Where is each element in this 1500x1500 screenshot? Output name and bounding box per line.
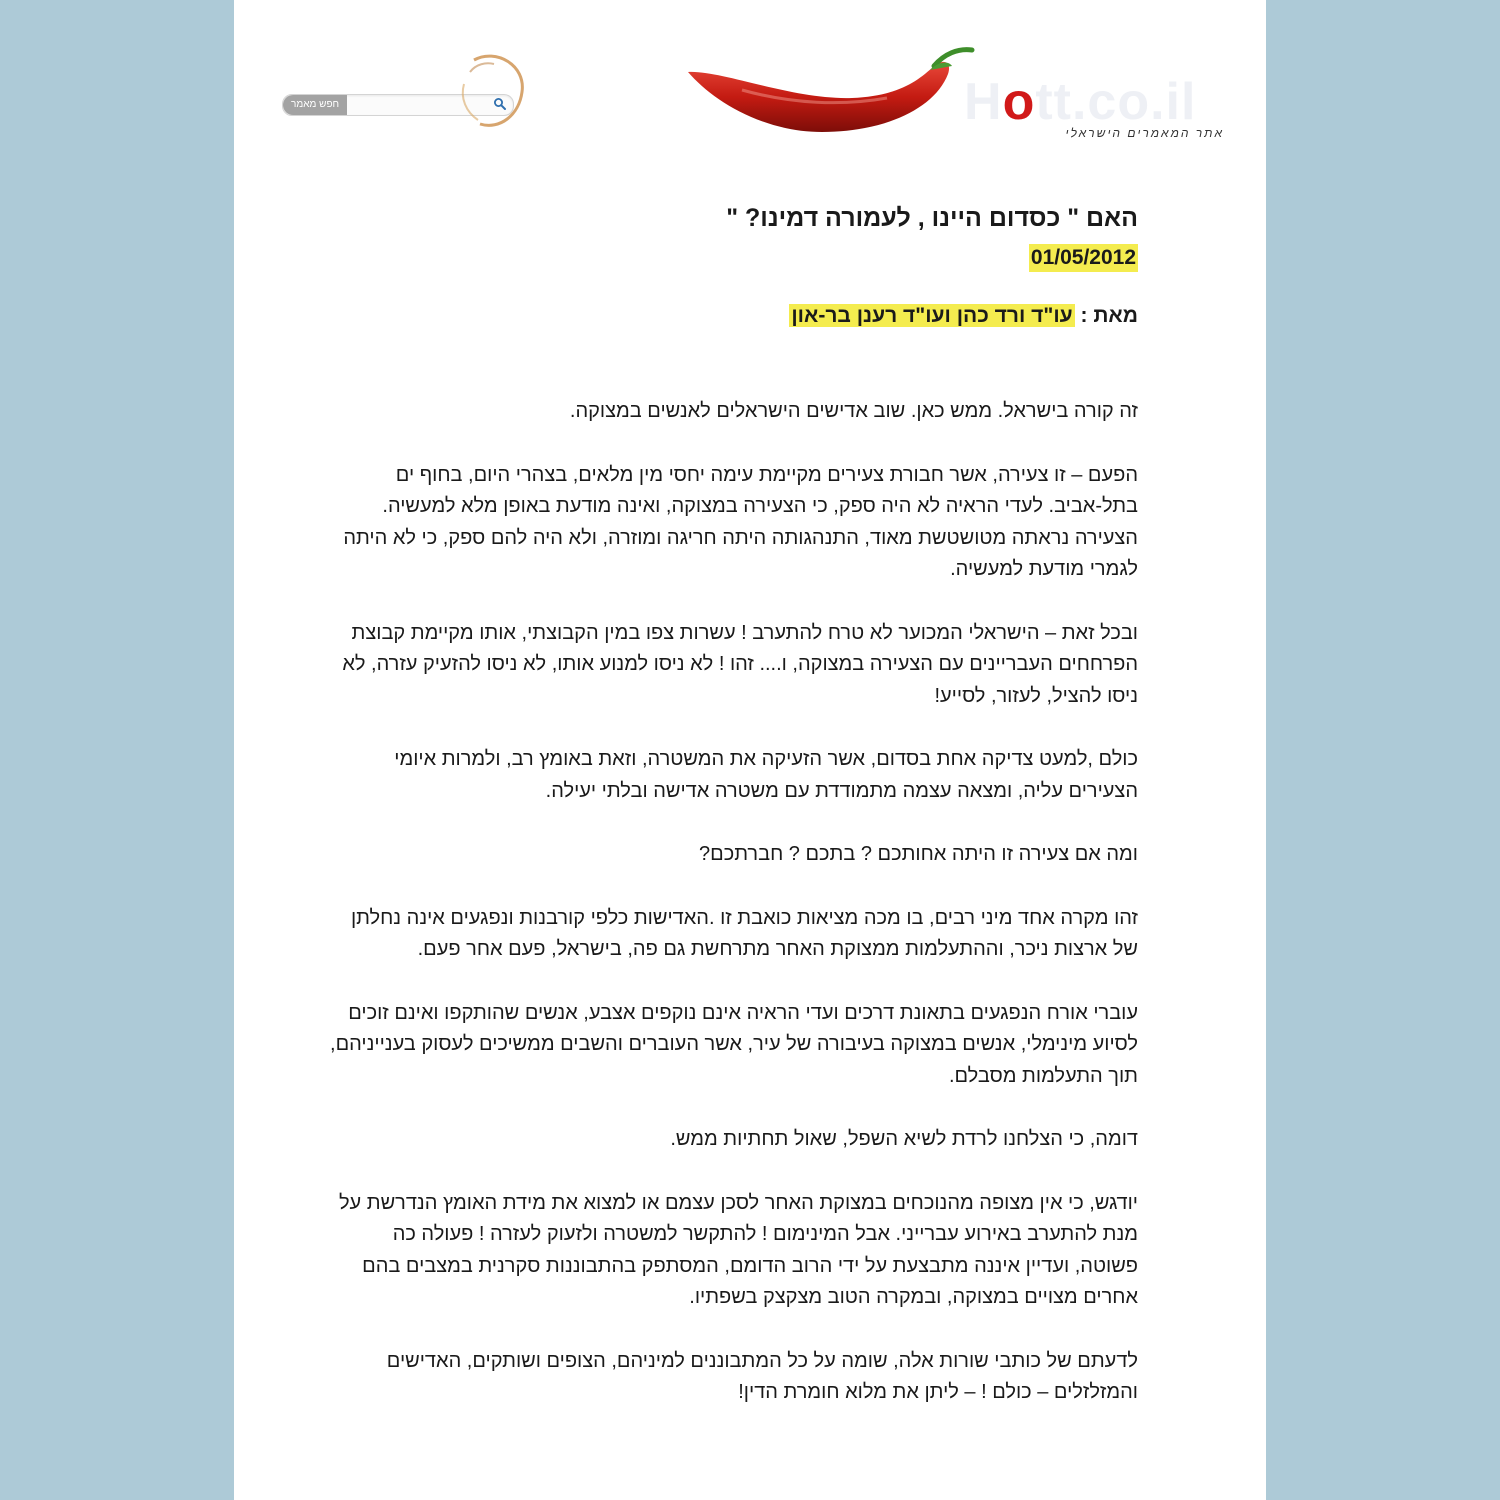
article-paragraph: כולם ,למעט צדיקה אחת בסדום, אשר הזעיקה את המשטרה, וזאת באומץ רב, ולמרות איומי הצעירים עליה, ומצאה עצמה מתמודדת עם משטרה אדישה ובלתי יעילה. [394, 748, 1138, 802]
article-paragraph: ומה אם צעירה זו היתה אחותכם ? בתכם ? חברתכם? [699, 843, 1138, 865]
article-paragraph: הפעם – זו צעירה, אשר חבורת צעירים מקיימת עימה יחסי מין מלאים, בצהרי היום, בחוף ים בתל-אביב. לעדי הראיה לא היה ספק, כי הצעירה במצוקה, ואינה מודעת באופן מלא למעשיה. הצעירה נראתה מטושטשת מאוד, התנהגותה היתה חריגה ומוזרה, ולא היה להם ספק, כי לא היתה לגמרי מודעת למעשיה. [343, 463, 1138, 580]
search-button[interactable]: חפש מאמר [283, 95, 347, 115]
article-paragraph: עוברי אורח הנפגעים בתאונת דרכים ועדי הראיה אינם נוקפים אצבע, אנשים שהותקפו ואינם זוכים לסיוע מינימלי, אנשים במצוקה בעיבורה של עיר, אשר העוברים והשבים ממשיכים לעסוק בענייניהם, תוך התעלמות מסבלם. [330, 1001, 1138, 1087]
article-body [324, 396, 1138, 1409]
article-paragraph: זהו מקרה אחד מיני רבים, בו מכה מציאות כואבת זו .האדישות כלפי קורבנות ונפגעים אינה נחלתן של ארצות ניכר, וההתעלמות ממצוקת האחר מתרחשת גם פה, בישראל, פעם אחר פעם. [350, 906, 1138, 960]
site-logo[interactable]: Hott.co.il [964, 73, 1197, 131]
article-paragraph: יודגש, כי אין מצופה מהנוכחים במצוקת האחר לסכן עצמם או למצוא את מידת האומץ הנדרשת על מנת להתערב באירוע עברייני. אבל המינימום ! להתקשר למשטרה ולזעוק לעזרה ! פעולה כה פשוטה, ועדיין איננה מתבצעת על ידי הרוב הדומם, המסתפק בהתבוננות סקרנית במצבים בהם אחרים מצויים במצוקה, ובמקרה הטוב מצקצק בשפתיו. [338, 1191, 1138, 1308]
chili-pepper-logo [682, 40, 982, 140]
article-date: 01/05/2012 [1029, 244, 1138, 272]
article-paragraph: דומה, כי הצלחנו לרדת לשיא השפל, שאול תחתיות ממש. [670, 1128, 1138, 1150]
article-paragraph: ובכל זאת – הישראלי המכוער לא טרח להתערב ! עשרות צפו במין הקבוצתי, אותו מקיימת קבוצת הפרחחים העבריינים עם הצעירה במצוקה, ו.... זהו ! לא ניסו למנוע אותו, לא ניסו להזעיק עזרה, לא ניסו להציל, לעזור, לסייע! [342, 621, 1138, 707]
article-page [234, 0, 1266, 1500]
date-row [324, 244, 1138, 274]
byline-label: מאת : [1080, 304, 1138, 327]
article-paragraph: לדעתם של כותבי שורות אלה, שומה על כל המתבוננים למיניהם, הצופים ושותקים, האדישים והמזלזלים – כולם ! – ליתן את מלוא חומרת הדין! [386, 1349, 1138, 1403]
article-paragraph: זה קורה בישראל. ממש כאן. שוב אדישים הישראלים לאנשים במצוקה. [569, 400, 1138, 422]
article-title: האם " כסדום היינו , לעמורה דמינו? " [726, 204, 1138, 232]
coffee-ring-decoration [456, 50, 531, 132]
article [324, 200, 1138, 1441]
site-tagline: אתר המאמרים הישראלי [1065, 126, 1224, 140]
byline-authors: עו"ד ורד כהן ועו"ד רענן בר-און [791, 304, 1073, 327]
article-byline [324, 302, 1138, 330]
